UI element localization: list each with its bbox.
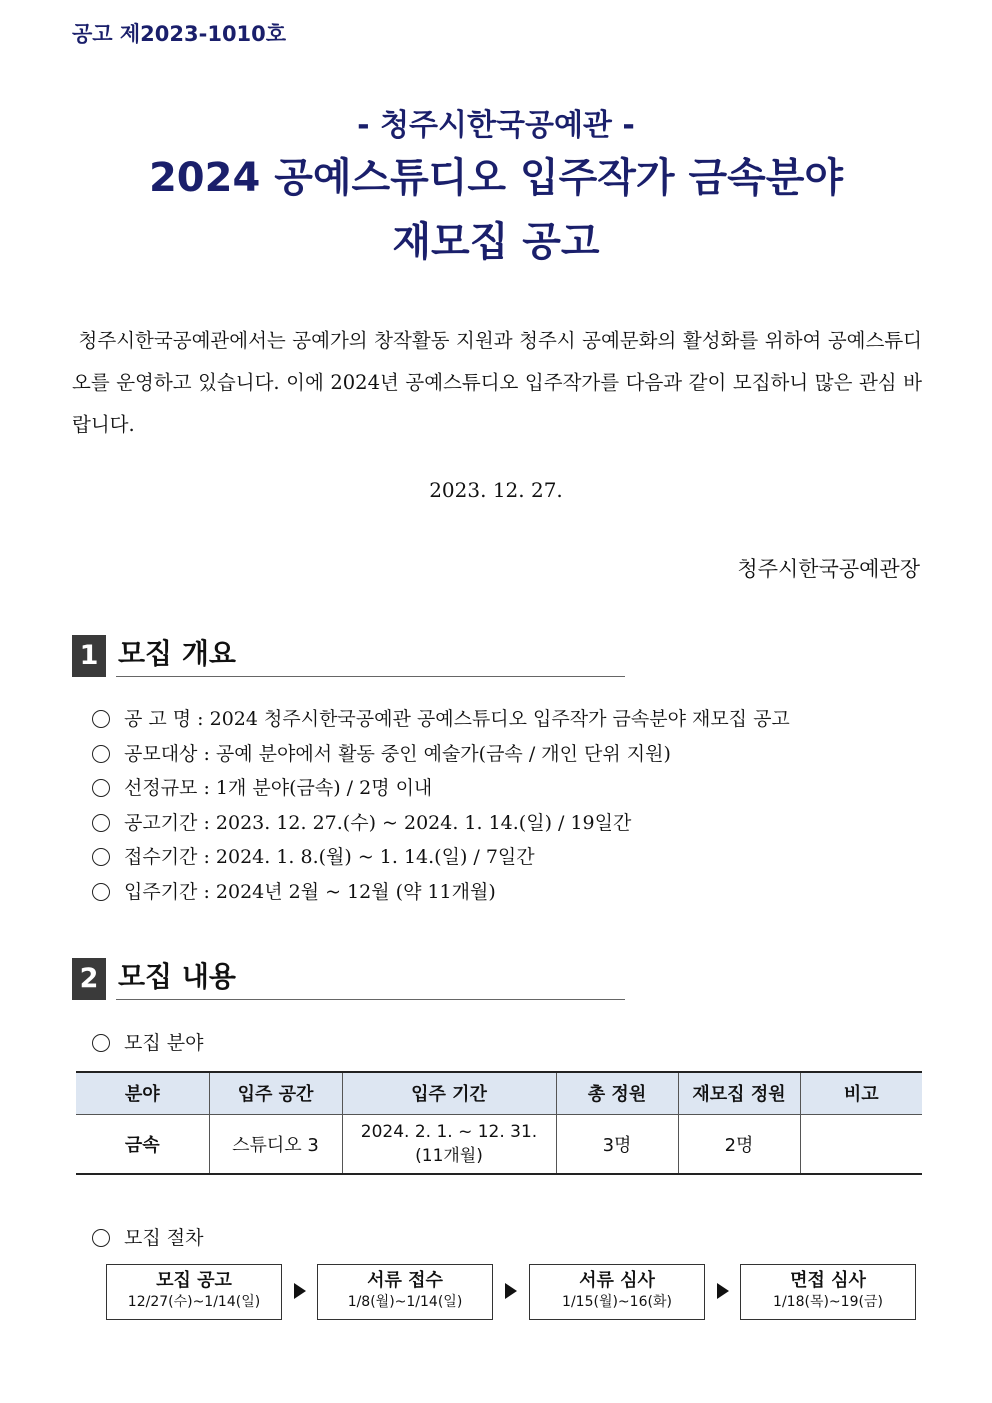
section-label: 모집 개요 (118, 637, 236, 670)
step-title: 모집 공고 (156, 1270, 232, 1291)
column-header: 입주 기간 (342, 1072, 556, 1114)
section-heading-overview (72, 635, 625, 677)
arrow-right-icon (717, 1283, 729, 1299)
list-item (92, 875, 790, 910)
column-header: 비고 (800, 1072, 922, 1114)
list-item-text: 공모대상 : 공예 분야에서 활동 중인 예술가(금속 / 개인 단위 지원) (124, 742, 671, 765)
list-item (92, 840, 790, 875)
field-heading-text: 모집 분야 (124, 1032, 204, 1054)
circle-bullet-icon (92, 883, 110, 901)
procedure-step (106, 1264, 282, 1320)
section-number: 1 (72, 635, 106, 677)
section-label: 모집 내용 (118, 960, 236, 993)
intro-text: 청주시한국공예관에서는 공예가의 창작활동 지원과 청주시 공예문화의 활성화를 위하여 공예스튜디오를 운영하고 있습니다. 이에 2024년 공예스튜디오 입주작가를 다음과 같이 모집하니 많은 관심 바랍니다. (72, 329, 922, 436)
intro-paragraph (72, 320, 922, 446)
cell-note (800, 1114, 922, 1174)
step-title: 면접 심사 (790, 1270, 866, 1291)
step-date: 1/15(월)~16(화) (562, 1294, 672, 1310)
list-item-text: 공고기간 : 2023. 12. 27.(수) ~ 2024. 1. 14.(일) / 19일간 (124, 811, 632, 834)
recruit-table (76, 1071, 922, 1175)
page-title-line1: 2024 공예스튜디오 입주작가 금속분야 (148, 155, 844, 201)
cell-period (342, 1114, 556, 1174)
column-header: 분야 (76, 1072, 209, 1114)
arrow-right-icon (505, 1283, 517, 1299)
cell-field: 금속 (76, 1114, 209, 1174)
step-title: 서류 심사 (579, 1270, 655, 1291)
period-line2: (11개월) (415, 1145, 483, 1166)
list-item (92, 806, 790, 841)
field-heading (92, 1028, 203, 1058)
title-organization: - 청주시한국공예관 - (357, 108, 635, 143)
circle-bullet-icon (92, 1034, 110, 1052)
list-item-text: 입주기간 : 2024년 2월 ~ 12월 (약 11개월) (124, 880, 496, 903)
procedure-heading-text: 모집 절차 (124, 1227, 204, 1249)
section-underline (116, 676, 625, 677)
step-date: 1/18(목)~19(금) (773, 1294, 883, 1310)
procedure-step (740, 1264, 916, 1320)
cell-space: 스튜디오 3 (209, 1114, 342, 1174)
circle-bullet-icon (92, 710, 110, 728)
step-date: 12/27(수)~1/14(일) (127, 1294, 261, 1310)
notice-date: 2023. 12. 27. (429, 478, 563, 502)
notice-number: 공고 제2023-1010호 (72, 22, 287, 46)
circle-bullet-icon (92, 848, 110, 866)
list-item-text: 선정규모 : 1개 분야(금속) / 2명 이내 (124, 777, 433, 800)
column-header: 재모집 정원 (678, 1072, 800, 1114)
list-item-text: 공 고 명 : 2024 청주시한국공예관 공예스튜디오 입주작가 금속분야 재모집 공고 (124, 708, 790, 730)
signer: 청주시한국공예관장 (737, 557, 920, 581)
cell-recruit: 2명 (678, 1114, 800, 1174)
circle-bullet-icon (92, 745, 110, 763)
procedure-step (317, 1264, 493, 1320)
period-line1: 2024. 2. 1. ~ 12. 31. (360, 1121, 538, 1142)
list-item (92, 702, 790, 737)
table-row (76, 1114, 922, 1174)
section-underline (116, 999, 625, 1000)
section-heading-details (72, 958, 625, 1000)
column-header: 입주 공간 (209, 1072, 342, 1114)
page-title-line2: 재모집 공고 (392, 219, 600, 265)
step-date: 1/8(월)~1/14(일) (347, 1294, 463, 1310)
procedure-heading (92, 1223, 203, 1253)
circle-bullet-icon (92, 1229, 110, 1247)
list-item (92, 737, 790, 772)
list-item-text: 접수기간 : 2024. 1. 8.(월) ~ 1. 14.(일) / 7일간 (124, 846, 535, 869)
step-title: 서류 접수 (367, 1270, 443, 1291)
column-header: 총 정원 (556, 1072, 678, 1114)
overview-list (92, 702, 790, 910)
arrow-right-icon (294, 1283, 306, 1299)
list-item (92, 771, 790, 806)
section-number: 2 (72, 958, 106, 1000)
procedure-step (529, 1264, 705, 1320)
table-header-row (76, 1072, 922, 1114)
circle-bullet-icon (92, 814, 110, 832)
circle-bullet-icon (92, 779, 110, 797)
cell-total: 3명 (556, 1114, 678, 1174)
